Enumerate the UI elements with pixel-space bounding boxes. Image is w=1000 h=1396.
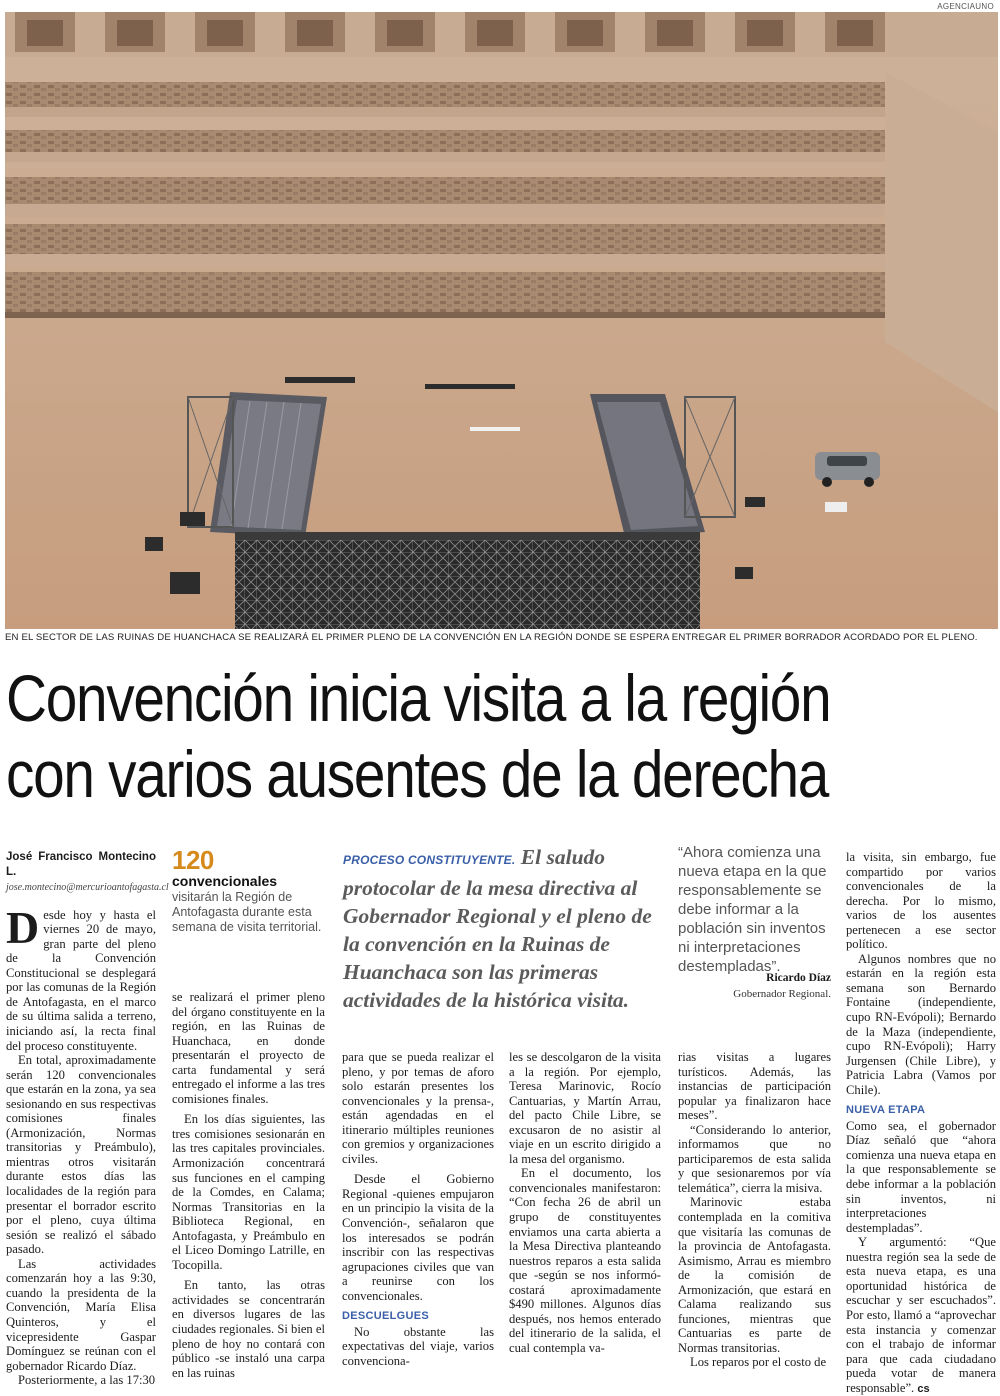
- photo-credit: AGENCIAUNO: [937, 2, 994, 11]
- pull-quote: “Ahora comienza una nueva etapa en la que responsablemente se debe informar a la población sin inventos ni interpretaciones destempladas”.: [678, 844, 827, 975]
- subhead-nueva-etapa: NUEVA ETAPA: [846, 1104, 926, 1117]
- headline-line-2: con varios ausentes de la derecha: [6, 737, 828, 811]
- deck-text: El saludo protocolar de la mesa directiva al Gobernador Regional y el pleno de la convención en la Ruinas de Huanchaca son las primeras actividades de la histórica visita.: [343, 845, 652, 1012]
- col3-p2: Desde el Gobierno Regional -quienes empujaron en un principio la visita de la Convención-, señalaron que los interesados se podrán inscribir con las respectivas agrupaciones civiles que van a reunirse con los convencionales.: [342, 1172, 494, 1303]
- headline: [6, 660, 857, 812]
- drop-cap: D: [6, 901, 40, 953]
- subhead-descuelgues: DESCUELGUES: [342, 1310, 430, 1323]
- column-6: [846, 850, 996, 1396]
- col4-p1: les se descolgaron de la visita a la región. Por ejemplo, Teresa Marinovic, Rocío Cantuarias, y Martín Arrau, del pacto Chile Libre, se excusaron de no asistir al viaje en un escrito dirigido a la mesa del organismo.: [509, 1050, 661, 1166]
- col4-p2: En el documento, los convencionales manifestaron: “Con fecha 26 de abril un grupo de constituyentes enviamos una carta abierta a la Mesa Directiva planteando nuestros reparos a esta salida que -según se nos informó- costará aproximadamente $490 millones. Algunos días después, nos hemos enterado del itinerario de la salida, el cual contempla va-: [509, 1166, 661, 1355]
- quote-role: Gobernador Regional.: [733, 988, 831, 1000]
- column-4: [509, 1050, 661, 1355]
- col3-p3: No obstante las expectativas del viaje, varios convenciona-: [342, 1324, 494, 1368]
- headline-line-1: Convención inicia visita a la región: [6, 661, 831, 735]
- col6-p3: Como sea, el gobernador Díaz señaló que “ahora comienza una nueva etapa en la que responsablemente se debe informar a la población sin inventos, ni interpretaciones destempladas”.: [846, 1118, 996, 1235]
- col5-p4: Los reparos por el costo de: [690, 1355, 827, 1370]
- col5-p1: rias visitas a lugares turísticos. Además, las instancias de participación popular ya finalizaron hace meses”.: [678, 1050, 831, 1123]
- stat-label: convencionales: [172, 873, 278, 889]
- col5-p3: Marinovic estaba contemplada en la comitiva que visitaría las comunas de la provincia de Antofagasta. Asimismo, Arrau es miembro de la comisión de Armonización, que estará en Calama realizando sus funciones, mientras que Cantuarias es parte de Normas transitorias.: [678, 1195, 831, 1355]
- col5-p2: “Considerando lo anterior, informamos que no participaremos de esta salida y que sesionaremos por vía telemática”, cierra la misiva.: [678, 1122, 831, 1195]
- col2-p1: se realizará el primer pleno del órgano constituyente en la región, en las Ruinas de Huanchaca, en donde presentarán el proyecto de carta fundamental y será entregado el informe a las tres comisiones finales.: [172, 990, 325, 1106]
- col1-p2: En total, aproximadamente serán 120 convencionales que estarán en la zona, ya sea sesionando en sus respectivas comisiones finales (Armonización, Normas transitorias y Preámbulo), mientras otros visitarán durante estos días las localidades de la región para presentar el borrador escrito por el pleno, cuya última sesión se realizó el sábado pasado.: [6, 1053, 156, 1257]
- quote-author: Ricardo Díaz: [766, 972, 831, 984]
- col1-p3: Las actividades comenzarán hoy a las 9:30, cuando la presidenta de la Convención, María Elisa Quinteros, y el vicepresidente Gaspar Domínguez se reúnan con el gobernador Ricardo Díaz.: [6, 1256, 156, 1373]
- deck-kicker: PROCESO CONSTITUYENTE.: [343, 853, 516, 867]
- stat-box: [172, 846, 327, 935]
- col3-p1: para que se pueda realizar el pleno, y por temas de aforo solo estarán presentes los convencionales y la prensa-, están agendadas en el itinerario múltiples reuniones con gremios y organizaciones civiles.: [342, 1050, 494, 1166]
- byline-author: José Francisco Montecino L.: [6, 851, 156, 878]
- lead-paragraph: [6, 901, 156, 1053]
- col1-p1: esde hoy y hasta el viernes 20 de mayo, gran parte del pleno de la Convención Constitucional se desplegará por las comunas de la Región de Antofagasta, en el marco de su última salida a terreno, iniciando así, la recta final del proceso constituyente.: [6, 907, 156, 1053]
- col1-p4: Posteriormente, a las 17:30: [18, 1373, 156, 1388]
- deck: [343, 843, 661, 1014]
- stat-description: visitarán la Región de Antofagasta durante esta semana de visita territorial.: [172, 890, 322, 934]
- byline-email: jose.montecino@mercurioantofagasta.cl: [6, 882, 169, 894]
- stat-number: 120: [172, 845, 214, 875]
- col6-p4-text: Y argumentó: “Que nuestra región sea la sede de esta nueva etapa, es una oportunidad histórica de escuchar y ser escuchados”. Por esto, llamó a “aprovechar esta instancia y comenzar con el trabajo de informar para que cada ciudadano pueda votar de manera responsable”.: [846, 1235, 996, 1395]
- stat-text: [172, 874, 327, 935]
- col2-p2: En los días siguientes, las tres comisiones sesionarán en las tres capitales provinciales. Armonización concentrará sus funciones en el camping de la Comdes, en Calama; Normas Transitorias en la Biblioteca Regional, en Antofagasta, y Preámbulo en el Liceo Domingo Latrille, en Tocopilla.: [172, 1112, 325, 1272]
- column-3: [342, 1050, 494, 1368]
- ruins-photo: [5, 12, 998, 629]
- ruins-photo-illustration: [5, 12, 998, 629]
- photo-caption: EN EL SECTOR DE LAS RUINAS DE HUANCHACA SE REALIZARÁ EL PRIMER PLENO DE LA CONVENCIÓN EN LA REGIÓN DONDE SE ESPERA ENTREGAR EL PRIMER BORRADOR ACORDADO POR EL PLENO.: [5, 632, 978, 643]
- col6-p1: la visita, sin embargo, fue compartido por varios convencionales de la derecha. Por lo mismo, varios de los ausentes pertenecen a ese sector político.: [846, 850, 996, 952]
- column-2: [172, 990, 325, 1380]
- col6-p4: [846, 1235, 996, 1396]
- end-mark: cs: [917, 1382, 930, 1395]
- col2-p3: En tanto, las otras actividades se concentrarán en diversos lugares de las ciudades regionales. Si bien el pleno de hoy no contará con público -se instaló una carpa en las ruinas: [172, 1278, 325, 1380]
- col6-p2: Algunos nombres que no estarán en la región esta semana son Bernardo Fontaine (independiente, cupo RN-Evópoli); Bernardo de la Maza (independiente, cupo RN-Evópoli); Harry Jurgensen (Chile Libre), y Patricia Labra (Vamos por Chile).: [846, 951, 996, 1097]
- column-1: [6, 850, 169, 1388]
- column-5: [678, 1050, 831, 1370]
